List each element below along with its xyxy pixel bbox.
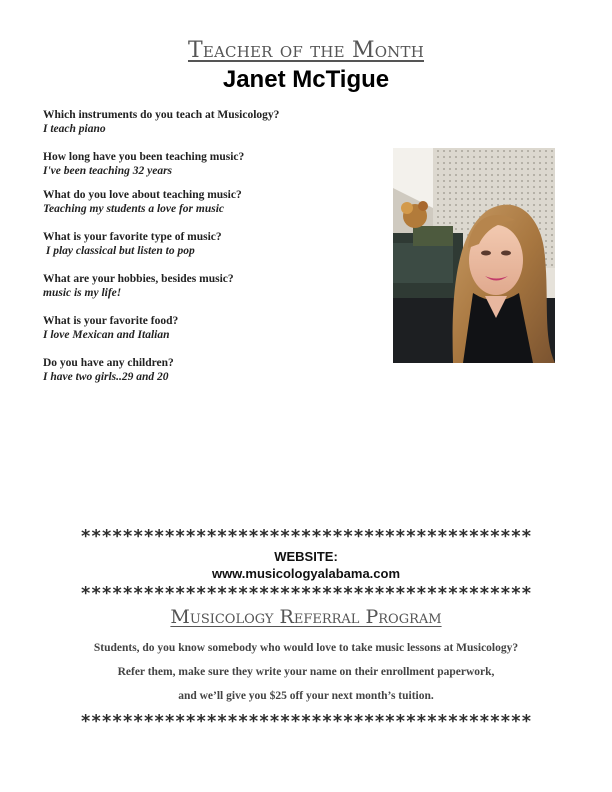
referral-text: Refer them, make sure they write your name on their enrollment paperwork, [117,666,495,678]
question: What are your hobbies, besides music? [43,273,234,285]
answer: music is my life! [43,287,122,299]
question: Do you have any children? [43,357,174,369]
question: Which instruments do you teach at Musicology? [43,109,280,121]
divider-stars: ******************************************* [80,584,532,604]
answer: I teach piano [43,123,106,135]
referral-text: Students, do you know somebody who would love to take music lessons at Musicology? [93,642,519,654]
qa-item-years [43,150,383,178]
qa-item-love [43,188,383,216]
referral-title: Musicology Referral Program [170,606,442,628]
qa-item-instruments [43,108,383,136]
answer: I love Mexican and Italian [43,329,170,341]
answer: I play classical but listen to pop [43,245,195,257]
qa-item-children [43,356,383,384]
teacher-name: Janet McTigue [222,66,390,93]
page-title: Teacher of the Month [187,38,424,63]
answer: I've been teaching 32 years [43,165,173,177]
qa-item-hobbies [43,272,383,300]
question: What is your favorite type of music? [43,231,222,243]
question: How long have you been teaching music? [43,151,245,163]
website-link[interactable]: www.musicologyalabama.com [211,566,401,581]
divider-stars: ******************************************* [80,712,532,732]
website-label: WEBSITE: [274,549,338,564]
referral-text: and we’ll give you $25 off your next month’s tuition. [178,690,434,702]
qa-item-food [43,314,383,342]
answer: I have two girls..29 and 20 [43,371,169,383]
question: What is your favorite food? [43,315,179,327]
question: What do you love about teaching music? [43,189,242,201]
divider-stars: ******************************************* [80,527,532,547]
answer: Teaching my students a love for music [43,203,225,215]
teacher-photo [393,148,555,363]
qa-item-music-type [43,230,383,258]
